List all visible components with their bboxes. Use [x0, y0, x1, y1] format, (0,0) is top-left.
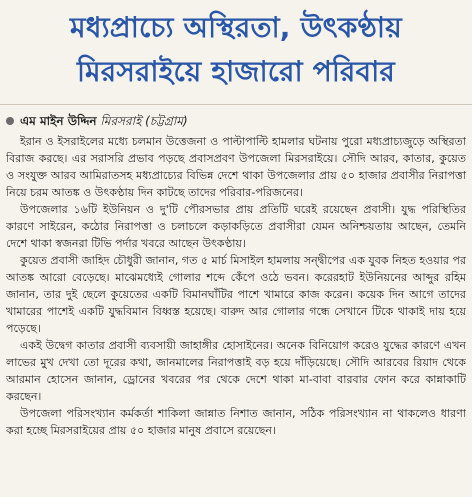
byline — [6, 113, 466, 129]
article-paragraph: উপজেলার ১৬টি ইউনিয়ন ও দু'টি পৌরসভার প্রায় প্রতিটি ঘরেই রয়েছেন প্রবাসী। যুদ্ধ পরিস্থিতির কারণে সাইরেন, কঠোর নিরাপত্তা ও চলাচলে কড়াকড়িতে প্রবাসীরা যেমন অনিশ্চয়তায় আছেন, তেমনি দেশে থাকা স্বজনরা টিভি পর্দার খবরে আছেন উৎকণ্ঠায়। — [6, 203, 466, 250]
byline-place: মিরসরাই (চট্টগ্রাম) — [100, 114, 188, 128]
byline-author: এম মাইন উদ্দিন — [20, 114, 97, 128]
article-paragraph: একই উদ্বেগ কাতার প্রবাসী ব্যবসায়ী জাহাঙ্গীর হোসাইনের। অনেক বিনিয়োগ করেও যুদ্ধের কারণে এখন লাভের মুখ দেখা তো দূরের কথা, জানমালের নিরাপত্তাই বড় হয়ে দাঁড়িয়েছে। সৌদি আরবের রিয়াদ থেকে আরমান হোসেন জানান, ড্রোনের খবরের পর থেকে দেশে থাকা মা-বাবা বারবার ফোন করে কান্নাকাটি করছেন। — [6, 339, 466, 403]
article-paragraph: কুয়েত প্রবাসী জাহিদ চৌধুরী জানান, গত ৫ মার্চ মিসাইল হামলায় সন্দ্বীপের এক যুবক নিহত হওয়ার পর আতঙ্ক আরো বেড়েছে। মাঝেমধ্যেই গোলার শব্দে কেঁপে ওঠে ভবন। করেরহাট ইউনিয়নের আব্দুর রহিম জানান, তার দুই ছেলে কুয়েতের একটি বিমানঘাঁটির পাশে খামারে কাজ করেন। কয়েক দিন আগে তাদের খামারের পাশেই একটি যুদ্ধবিমান বিধ্বস্ত হয়েছে। বারুদ আর গোলার গন্ধে সেখানে টিকে থাকাই দায় হয়ে পড়েছে। — [6, 254, 466, 335]
headline — [6, 6, 466, 94]
headline-line-1: মধ্যপ্রাচ্যে অস্থিরতা, উৎকণ্ঠায় — [70, 11, 402, 44]
article-paragraph: উপজেলা পরিসংখ্যান কর্মকর্তা শাকিলা জান্নাত নিশাত জানান, সঠিক পরিসংখ্যান না থাকলেও ধারণা করা হচ্ছে মিরসরাইয়ের প্রায় ৫০ হাজার মানুষ প্রবাসে রয়েছেন। — [6, 407, 466, 437]
headline-line-2: মিরসরাইয়ে হাজারো পরিবার — [76, 55, 396, 88]
article-paragraph: ইরান ও ইসরাইলের মধ্যে চলমান উত্তেজনা ও পাল্টাপাল্টি হামলার ঘটনায় পুরো মধ্যপ্রাচ্যজুড়ে অস্থিরতা বিরাজ করছে। এর সরাসরি প্রভাব পড়ছে প্রবাসপ্রবণ উপজেলা মিরসরাইয়ে। সৌদি আরব, কাতার, কুয়েত ও সংযুক্ত আরব আমিরাতসহ মধ্যপ্রাচ্যের বিভিন্ন দেশে থাকা উপজেলার প্রায় ৫০ হাজার প্রবাসীর নিরাপত্তা নিয়ে চরম আতঙ্ক ও উৎকণ্ঠায় দিন কাটছে তাদের পরিবার-পরিজনের। — [6, 135, 466, 199]
divider — [0, 104, 472, 105]
bullet-icon — [6, 117, 14, 125]
article-body — [6, 133, 466, 493]
